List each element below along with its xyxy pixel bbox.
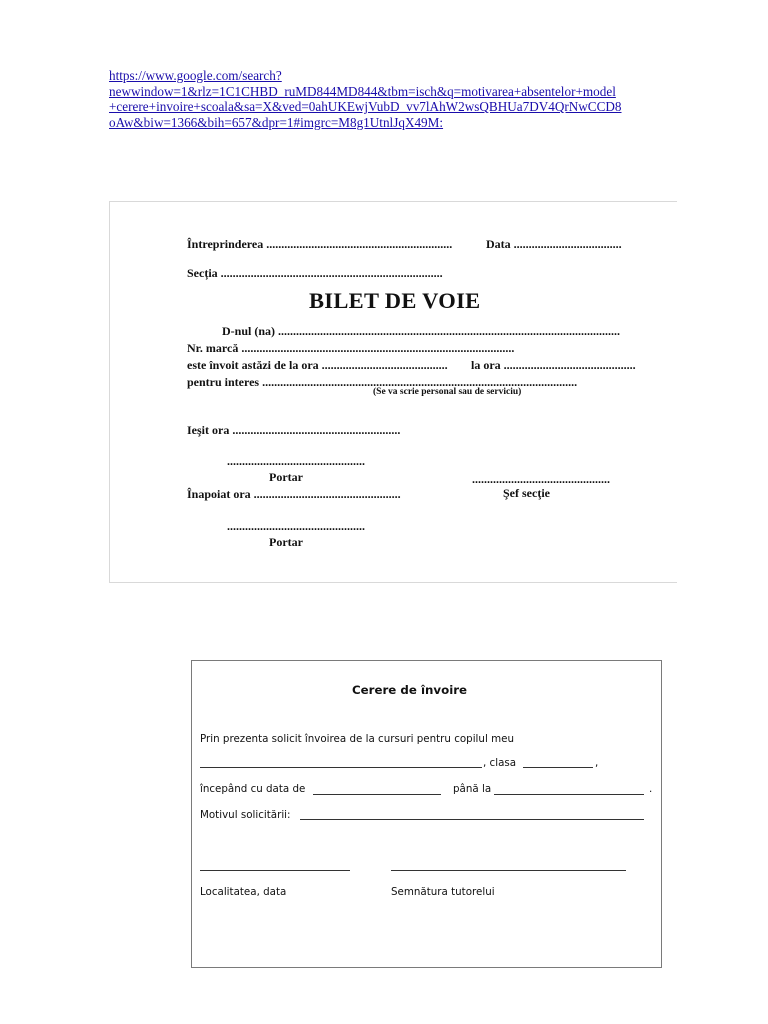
- clasa-line: [523, 767, 593, 768]
- end-dot: .: [649, 783, 653, 795]
- iesit-ora-field: Ieşit ora ........................................................: [187, 423, 401, 437]
- localitatea-line: [200, 870, 350, 871]
- source-link-line[interactable]: https://www.google.com/search?: [109, 68, 282, 83]
- portar-signature-line: ..............................................: [227, 454, 365, 468]
- la-ora-field: la ora ............................................: [471, 358, 636, 372]
- semnatura-line: [391, 870, 626, 871]
- motivul-label: Motivul solicitării:: [200, 809, 291, 821]
- inapoiat-ora-field: Înapoiat ora .................................................: [187, 487, 401, 501]
- motivul-line: [300, 819, 644, 820]
- cerere-de-invoire-form: Cerere de învoire Prin prezenta solicit învoirea de la cursuri pentru copilul meu , clasa , începând cu data de până la . Motivul solicitării: Localitatea, data Semnătura tutorelui: [191, 660, 662, 968]
- portar-label: Portar: [269, 470, 303, 484]
- sectia-field: Secția ..........................................................................: [187, 266, 443, 280]
- pana-la-label: până la: [453, 783, 492, 795]
- form-title: Cerere de învoire: [352, 683, 468, 697]
- clasa-label: , clasa: [483, 757, 517, 769]
- form-title: BILET DE VOIE: [309, 288, 481, 313]
- end-date-line: [494, 794, 644, 795]
- child-name-line: [200, 767, 482, 768]
- pentru-interes-field: pentru interes .........................................................................................................: [187, 375, 578, 389]
- intreprinderea-field: Întreprinderea ..............................................................: [187, 237, 453, 251]
- interes-note: (Se va scrie personal sau de serviciu): [373, 387, 522, 397]
- data-field: Data ....................................: [486, 237, 622, 251]
- incepand-label: începând cu data de: [200, 783, 306, 795]
- sef-sectie-label: Şef secţie: [503, 486, 550, 500]
- portar-signature-line: ..............................................: [227, 519, 365, 533]
- invoit-de-la-ora-field: este învoit astăzi de la ora ..........................................: [187, 358, 448, 372]
- source-link[interactable]: [109, 68, 719, 130]
- semnatura-label: Semnătura tutorelui: [391, 886, 495, 898]
- nr-marca-field: Nr. marcă ...........................................................................................: [187, 341, 515, 355]
- source-link-line[interactable]: newwindow=1&rlz=1C1CHBD_ruMD844MD844&tbm=isch&q=motivarea+absentelor+model: [109, 83, 616, 99]
- dnul-field: D-nul (na) ..................................................................................................................: [222, 324, 621, 338]
- localitatea-label: Localitatea, data: [200, 886, 287, 898]
- sef-sectie-signature-line: ..............................................: [472, 472, 610, 486]
- portar-label: Portar: [269, 535, 303, 549]
- intro-text: Prin prezenta solicit învoirea de la cursuri pentru copilul meu: [200, 733, 514, 745]
- source-link-line[interactable]: oAw&biw=1366&bih=657&dpr=1#imgrc=M8g1UtnlJqX49M:: [109, 114, 444, 130]
- start-date-line: [313, 794, 441, 795]
- source-link-line[interactable]: +cerere+invoire+scoala&sa=X&ved=0ahUKEwjVubD_vv7lAhW2wsQBHUa7DV4QrNwCCD8: [109, 99, 622, 114]
- bilet-de-voie-form: [109, 201, 677, 583]
